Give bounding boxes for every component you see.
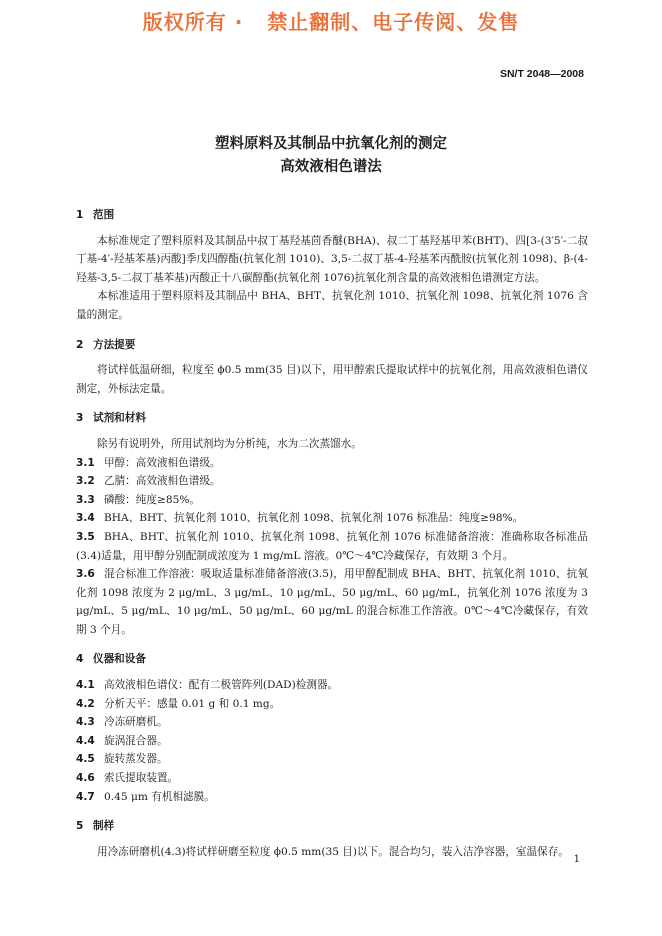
clause-text: 旋转蒸发器。	[104, 753, 168, 766]
reagents-intro: 除另有说明外，所用试剂均为分析纯，水为二次蒸馏水。	[97, 437, 362, 450]
clause-text: 分析天平：感量 0.01 g 和 0.1 mg。	[104, 697, 281, 710]
clause-number: 3.6	[76, 568, 95, 581]
clause-text: 磷酸：纯度≥85%。	[104, 493, 200, 506]
copyright-watermark: 版权所有 · 禁止翻制、电子传阅、发售	[142, 10, 520, 34]
clause-number: 3.4	[76, 512, 95, 525]
section-title: 试剂和材料	[93, 412, 146, 425]
clause-item	[76, 750, 588, 769]
clause-item	[76, 713, 588, 732]
clause-number: 3.2	[76, 475, 95, 488]
section-title: 制样	[93, 820, 115, 833]
document-body	[76, 206, 588, 861]
clause-item	[76, 695, 588, 714]
standard-code: SN/T 2048—2008	[499, 68, 584, 80]
section-number: 3	[76, 412, 84, 425]
section-title: 仪器和设备	[93, 653, 146, 666]
document-title: 塑料原料及其制品中抗氧化剂的测定	[215, 136, 447, 152]
section-number: 5	[76, 820, 84, 833]
clause-text: 冷冻研磨机。	[104, 716, 168, 729]
clause-item	[76, 769, 588, 788]
clause-text: 乙腈：高效液相色谱级。	[104, 475, 221, 488]
section-heading-scope	[76, 206, 588, 225]
clause-number: 3.1	[76, 456, 95, 469]
sample-preparation-paragraph: 用冷冻研磨机(4.3)将试样研磨至粒度 ϕ0.5 mm(35 目)以下。混合均匀，装入洁净容器，室温保存。	[97, 845, 569, 858]
section-heading-sample-preparation	[76, 817, 588, 836]
clause-number: 3.3	[76, 493, 95, 506]
clause-number: 4.5	[76, 753, 95, 766]
clause-text: 甲醇：高效液相色谱级。	[104, 456, 221, 469]
clause-item	[76, 491, 588, 510]
scope-paragraph-2: 本标准适用于塑料原料及其制品中 BHA、BHT、抗氧化剂 1010、抗氧化剂 1098、抗氧化剂 1076 含量的测定。	[76, 290, 588, 321]
clause-text: 0.45 μm 有机相滤膜。	[104, 790, 215, 803]
clause-item	[76, 565, 588, 639]
clause-text: 混合标准工作溶液：吸取适量标准储备溶液(3.5)，用甲醇配制成 BHA、BHT、抗氧化剂 1010、抗氧化剂 1098 浓度为 2 μg/mL、3 μg/mL、10 μg/mL、50 μg/mL、60 μg/mL，抗氧化剂 1076 浓度为 3 μg/mL、5 μg/mL、10 μg/mL、50 μg/mL、60 μg/mL 的混合标准工作溶液。0℃～4℃冷藏保存，有效期 3 个月。	[76, 568, 588, 636]
section-title: 范围	[93, 209, 115, 221]
clause-number: 4.7	[76, 790, 95, 803]
clause-number: 3.5	[76, 530, 95, 543]
clause-item	[76, 528, 588, 565]
clause-item	[76, 472, 588, 491]
clause-number: 4.2	[76, 697, 95, 710]
clause-item	[76, 676, 588, 695]
clause-item	[76, 454, 588, 473]
clause-number: 4.1	[76, 679, 95, 692]
section-heading-method-summary	[76, 336, 588, 355]
section-heading-apparatus	[76, 650, 588, 669]
clause-item	[76, 732, 588, 751]
method-summary-paragraph: 将试样低温研细，粒度至 ϕ0.5 mm(35 目)以下，用甲醇索氏提取试样中的抗氧化剂，用高效液相色谱仪测定，外标法定量。	[76, 364, 588, 395]
clause-item	[76, 509, 588, 528]
clause-text: BHA、BHT、抗氧化剂 1010、抗氧化剂 1098、抗氧化剂 1076 标准储备溶液：准确称取各标准品(3.4)适量，用甲醇分别配制成浓度为 1 mg/mL 溶液。0℃～4℃冷藏保存，有效期 3 个月。	[76, 530, 588, 562]
clause-text: 旋涡混合器。	[104, 734, 168, 747]
section-number: 1	[76, 209, 84, 221]
clause-text: 索氏提取装置。	[104, 772, 179, 785]
scope-paragraph-1: 本标准规定了塑料原料及其制品中叔丁基羟基茴香醚(BHA)、叔二丁基羟基甲苯(BHT)、四[3-(3′5′-二叔丁基-4′-羟基苯基)丙酸]季戊四醇酯(抗氧化剂 1010)、3,5-二叔丁基-4-羟基苯丙酰胺(抗氧化剂 1098)、β-(4-羟基-3,5-二叔丁基苯基)丙酸正十八碳醇酯(抗氧化剂 1076)抗氧化剂含量的高效液相色谱测定方法。	[76, 234, 588, 284]
document-subtitle: 高效液相色谱法	[280, 159, 382, 175]
clause-number: 4.4	[76, 734, 95, 747]
clause-text: 高效液相色谱仪：配有二极管阵列(DAD)检测器。	[104, 679, 339, 692]
clause-number: 4.3	[76, 716, 95, 729]
page-number: 1	[573, 854, 580, 865]
section-title: 方法提要	[93, 338, 136, 351]
clause-number: 4.6	[76, 772, 95, 785]
section-heading-reagents	[76, 409, 588, 428]
clause-item	[76, 788, 588, 807]
section-number: 4	[76, 653, 84, 666]
section-number: 2	[76, 338, 84, 351]
clause-text: BHA、BHT、抗氧化剂 1010、抗氧化剂 1098、抗氧化剂 1076 标准品：纯度≥98%。	[104, 512, 524, 525]
